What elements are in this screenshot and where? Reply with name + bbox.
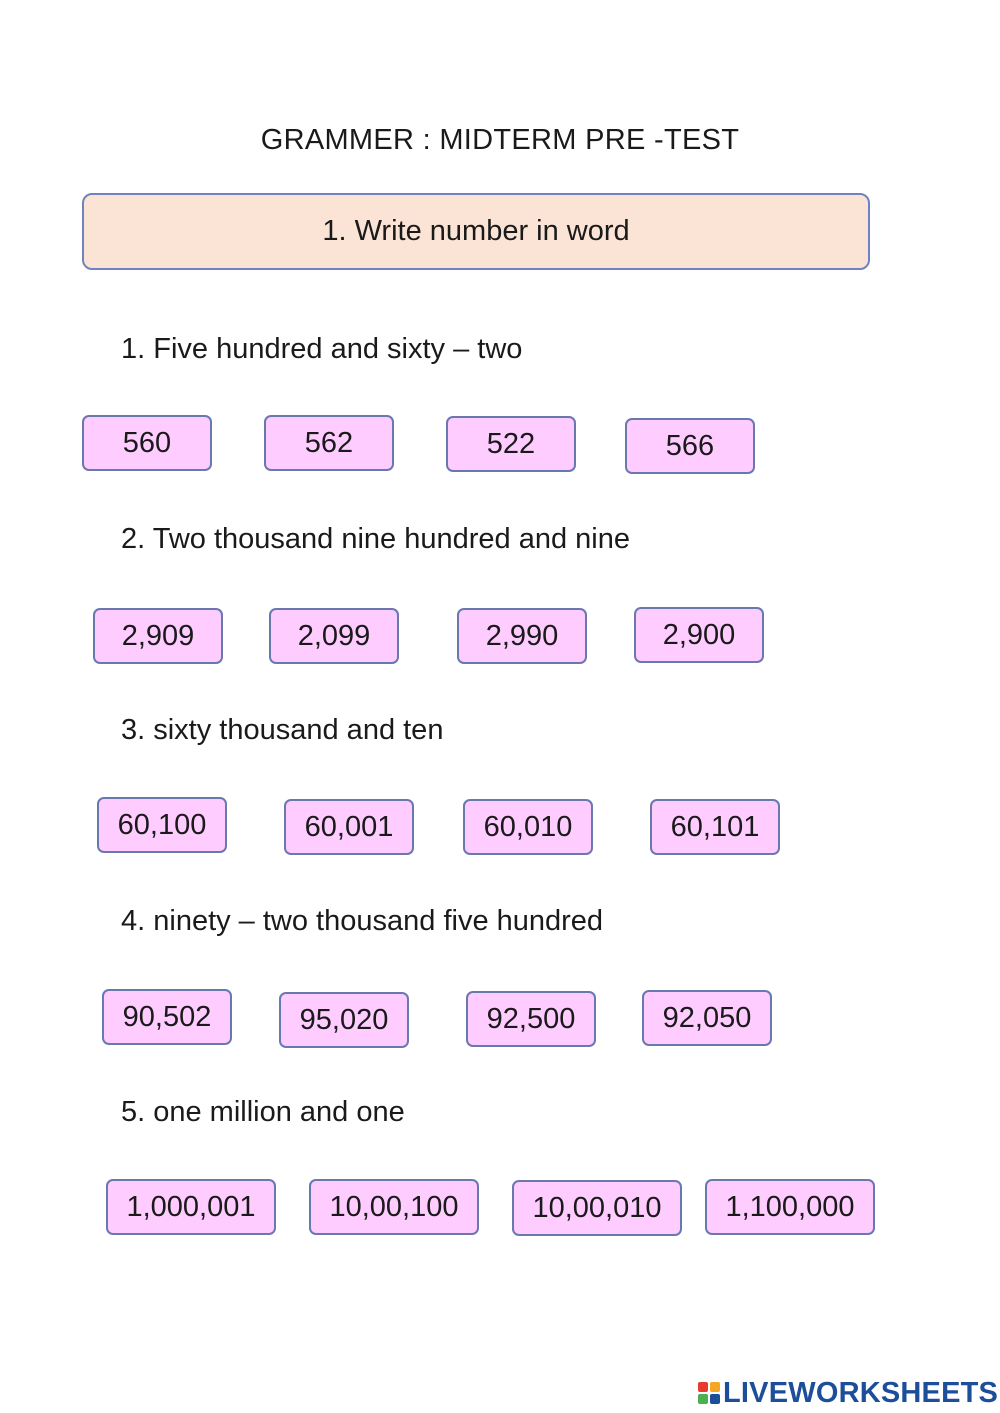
question-2-option-2[interactable]: 2,099 bbox=[269, 608, 399, 664]
liveworksheets-logo bbox=[698, 1377, 998, 1409]
question-2-option-4[interactable]: 2,900 bbox=[634, 607, 764, 663]
question-3-option-1[interactable]: 60,100 bbox=[97, 797, 227, 853]
question-1-option-4[interactable]: 566 bbox=[625, 418, 755, 474]
question-4-option-2[interactable]: 95,020 bbox=[279, 992, 409, 1048]
question-1-label: 1. Five hundred and sixty – two bbox=[121, 333, 523, 365]
question-5-option-1[interactable]: 1,000,001 bbox=[106, 1179, 276, 1235]
question-3-option-4[interactable]: 60,101 bbox=[650, 799, 780, 855]
liveworksheets-logo-icon bbox=[698, 1382, 720, 1404]
question-5-option-4[interactable]: 1,100,000 bbox=[705, 1179, 875, 1235]
question-1-option-3[interactable]: 522 bbox=[446, 416, 576, 472]
question-5-option-2[interactable]: 10,00,100 bbox=[309, 1179, 479, 1235]
question-2-option-3[interactable]: 2,990 bbox=[457, 608, 587, 664]
question-3-option-2[interactable]: 60,001 bbox=[284, 799, 414, 855]
question-5-option-3[interactable]: 10,00,010 bbox=[512, 1180, 682, 1236]
question-2-option-1[interactable]: 2,909 bbox=[93, 608, 223, 664]
question-4-option-4[interactable]: 92,050 bbox=[642, 990, 772, 1046]
question-5-label: 5. one million and one bbox=[121, 1096, 405, 1128]
question-1-option-2[interactable]: 562 bbox=[264, 415, 394, 471]
question-4-option-1[interactable]: 90,502 bbox=[102, 989, 232, 1045]
question-2-label: 2. Two thousand nine hundred and nine bbox=[121, 523, 630, 555]
liveworksheets-logo-text: LIVEWORKSHEETS bbox=[723, 1376, 999, 1409]
page-title: GRAMMER : MIDTERM PRE -TEST bbox=[260, 124, 740, 156]
section-header-box bbox=[82, 193, 870, 270]
question-1-option-1[interactable]: 560 bbox=[82, 415, 212, 471]
question-4-option-3[interactable]: 92,500 bbox=[466, 991, 596, 1047]
question-3-label: 3. sixty thousand and ten bbox=[121, 714, 444, 746]
question-3-option-3[interactable]: 60,010 bbox=[463, 799, 593, 855]
question-4-label: 4. ninety – two thousand five hundred bbox=[121, 905, 604, 937]
section-header-label: 1. Write number in word bbox=[322, 215, 630, 247]
